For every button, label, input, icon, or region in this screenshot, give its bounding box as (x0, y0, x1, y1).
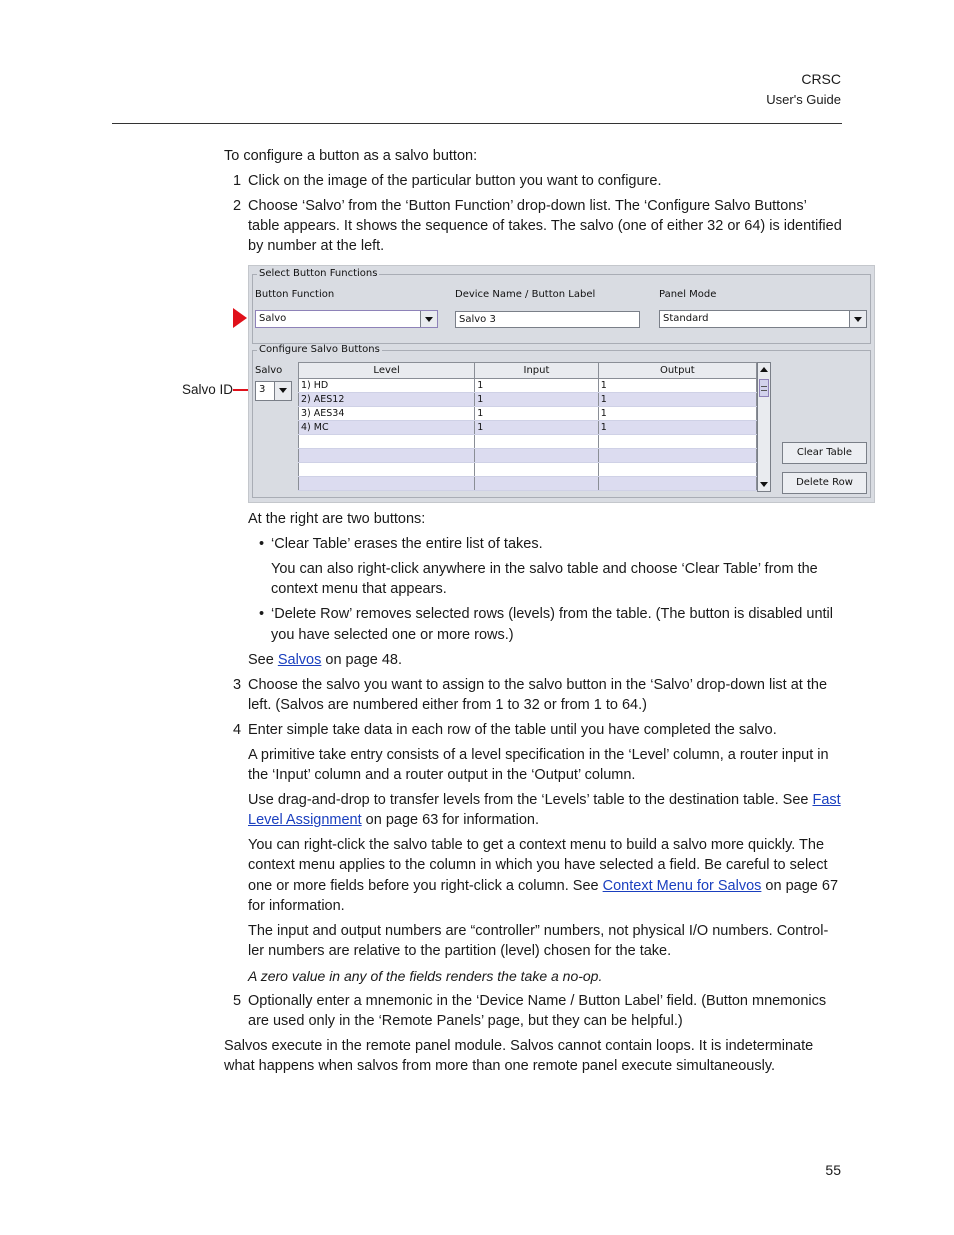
p3-suffix: on page 67 (761, 878, 839, 894)
table-cell[interactable] (299, 449, 475, 463)
see-salvos-line (248, 650, 402, 671)
page-number: 55 (825, 1162, 841, 1178)
table-cell[interactable] (598, 449, 756, 463)
table-scrollbar[interactable] (757, 362, 771, 492)
chevron-down-icon[interactable] (420, 311, 437, 327)
table-row[interactable] (299, 421, 757, 435)
table-cell[interactable]: 2) AES12 (299, 393, 475, 407)
step-2-line-3: by number at the left. (248, 238, 385, 254)
step-4-p3-line-1: You can right-click the salvo table to get a context menu to build a salvo more quickly. The (248, 837, 825, 853)
group-title: Select Button Functions (259, 268, 378, 279)
step-3-number: 3 (233, 677, 242, 693)
chevron-down-icon[interactable] (274, 382, 291, 400)
step-1-text: Click on the image of the particular button you want to configure. (248, 173, 662, 189)
callout-line (233, 389, 249, 391)
step-4-p3-line-4: for information. (248, 898, 345, 914)
p2-prefix: Use drag-and-drop to transfer levels from the ‘Levels’ table to the destination table. See (248, 792, 813, 808)
table-row[interactable] (299, 463, 757, 477)
table-row[interactable] (299, 477, 757, 491)
step-2-line-2: table appears. It shows the sequence of takes. The salvo (one of either 32 or 64) is identified (248, 218, 842, 234)
delete-row-button[interactable]: Delete Row (782, 472, 867, 494)
fast-level-assignment-link[interactable]: Level Assignment (248, 812, 362, 828)
clear-table-note-line-1: You can also right-click anywhere in the salvo table and choose ‘Clear Table’ from the (271, 561, 818, 577)
table-cell[interactable]: 1 (598, 393, 756, 407)
button-function-label: Button Function (255, 289, 335, 300)
bullet-icon: • (259, 536, 265, 552)
table-cell[interactable]: 1 (475, 407, 598, 421)
table-cell[interactable]: 1 (598, 407, 756, 421)
table-cell[interactable] (475, 463, 598, 477)
context-menu-for-salvos-link[interactable]: Context Menu for Salvos (602, 878, 762, 894)
p2-suffix: on page 63 for information. (361, 812, 539, 828)
step-2-number: 2 (233, 198, 242, 214)
table-cell[interactable]: 3) AES34 (299, 407, 475, 421)
table-cell[interactable]: 1 (598, 379, 756, 393)
group-title: Configure Salvo Buttons (259, 344, 380, 355)
bullet-icon: • (259, 606, 265, 622)
table-cell[interactable]: 1 (475, 421, 598, 435)
panel-mode-dropdown[interactable] (659, 310, 867, 328)
closing-line-1: Salvos execute in the remote panel module. Salvos cannot contain loops. It is indeterminate (224, 1038, 814, 1054)
step-4-number: 4 (233, 722, 242, 738)
step-2-line-1: Choose ‘Salvo’ from the ‘Button Function’ drop-down list. The ‘Configure Salvo Buttons’ (248, 198, 807, 214)
p3-prefix: one or more fields before you right-click a column. See (248, 878, 603, 894)
table-cell[interactable] (598, 477, 756, 491)
table-cell[interactable] (598, 463, 756, 477)
step-4-p3-line-2: context menu applies to the column in which you have selected a field. Be careful to select (248, 857, 828, 873)
step-3-line-2: left. (Salvos are numbered either from 1 to 32 or from 1 to 64.) (248, 697, 647, 713)
column-header-input[interactable]: Input (475, 363, 598, 379)
table-cell[interactable] (598, 435, 756, 449)
red-arrow-marker (233, 308, 247, 328)
device-name-label: Device Name / Button Label (455, 289, 596, 300)
salvo-label: Salvo (255, 365, 283, 376)
panel-mode-value: Standard (663, 313, 709, 324)
column-header-output[interactable]: Output (598, 363, 756, 379)
header-rule (112, 123, 842, 124)
salvo-id-callout: Salvo ID (182, 382, 234, 397)
table-row[interactable] (299, 379, 757, 393)
table-cell[interactable]: 1) HD (299, 379, 475, 393)
salvo-table[interactable] (298, 362, 757, 491)
step-5-number: 5 (233, 993, 242, 1009)
table-row[interactable] (299, 435, 757, 449)
header-guide: User's Guide (766, 92, 841, 107)
table-cell[interactable] (299, 463, 475, 477)
step-4-p3-line-3 (248, 876, 838, 897)
step-4-p2-line-2 (248, 810, 539, 831)
table-row[interactable] (299, 393, 757, 407)
button-function-value: Salvo (259, 313, 287, 324)
step-4-text: Enter simple take data in each row of the table until you have completed the salvo. (248, 722, 777, 738)
chevron-down-icon[interactable] (849, 311, 866, 327)
step-5-line-2: are used only in the ‘Remote Panels’ page, but they can be helpful.) (248, 1013, 683, 1029)
panel-mode-label: Panel Mode (659, 289, 717, 300)
button-function-dropdown[interactable] (255, 310, 438, 328)
salvo-id-dropdown[interactable] (255, 381, 292, 401)
see-prefix: See (248, 652, 278, 668)
see-suffix: on page 48. (321, 652, 403, 668)
salvos-link[interactable]: Salvos (277, 652, 322, 668)
bullet-delete-row-line-1: ‘Delete Row’ removes selected rows (levels) from the table. (The button is disabled until (271, 606, 833, 622)
clear-table-button[interactable]: Clear Table (782, 442, 867, 464)
step-4-p2-line-1 (248, 790, 841, 811)
step-1-number: 1 (233, 173, 242, 189)
step-4-p1-line-2: the ‘Input’ column and a router output in the ‘Output’ column. (248, 767, 636, 783)
step-4-p4-line-1: The input and output numbers are “controller” numbers, not physical I/O numbers. Control- (248, 923, 829, 939)
clear-table-note-line-2: context menu that appears. (271, 581, 447, 597)
scroll-thumb[interactable] (759, 379, 769, 397)
select-button-functions-group (252, 268, 871, 344)
device-name-input[interactable] (455, 311, 640, 328)
bullet-delete-row-line-2: you have selected one or more rows.) (271, 627, 514, 643)
header-product: CRSC (801, 71, 841, 87)
config-panel-screenshot (248, 265, 875, 503)
table-cell[interactable] (475, 477, 598, 491)
bullet-clear-table: ‘Clear Table’ erases the entire list of takes. (271, 536, 543, 552)
step-4-p5-note: A zero value in any of the fields renders the take a no-op. (248, 968, 603, 984)
salvo-id-value: 3 (259, 384, 266, 395)
intro-text: To configure a button as a salvo button: (224, 148, 478, 164)
table-cell[interactable]: 1 (598, 421, 756, 435)
step-3-line-1: Choose the salvo you want to assign to the salvo button in the ‘Salvo’ drop-down list at the (248, 677, 828, 693)
table-cell[interactable] (299, 435, 475, 449)
step-5-line-1: Optionally enter a mnemonic in the ‘Device Name / Button Label’ field. (Button mnemonics (248, 993, 827, 1009)
buttons-intro: At the right are two buttons: (248, 511, 426, 527)
table-cell[interactable]: 1 (475, 379, 598, 393)
scroll-up-arrow-icon[interactable] (760, 367, 768, 372)
closing-line-2: what happens when salvos from more than one remote panel execute simultaneously. (224, 1058, 776, 1074)
table-cell[interactable] (475, 435, 598, 449)
table-cell[interactable]: 4) MC (299, 421, 475, 435)
table-row[interactable] (299, 449, 757, 463)
table-cell[interactable] (299, 477, 475, 491)
step-4-p1-line-1: A primitive take entry consists of a level specification in the ‘Level’ column, a router input in (248, 747, 829, 763)
table-row[interactable] (299, 407, 757, 421)
step-4-p4-line-2: ler numbers are relative to the partition (level) chosen for the take. (248, 943, 672, 959)
table-cell[interactable] (475, 449, 598, 463)
scroll-down-arrow-icon[interactable] (760, 482, 768, 487)
table-cell[interactable]: 1 (475, 393, 598, 407)
device-name-value: Salvo 3 (459, 314, 496, 325)
column-header-level[interactable]: Level (299, 363, 475, 379)
fast-level-assignment-link[interactable]: Fast (812, 792, 841, 808)
